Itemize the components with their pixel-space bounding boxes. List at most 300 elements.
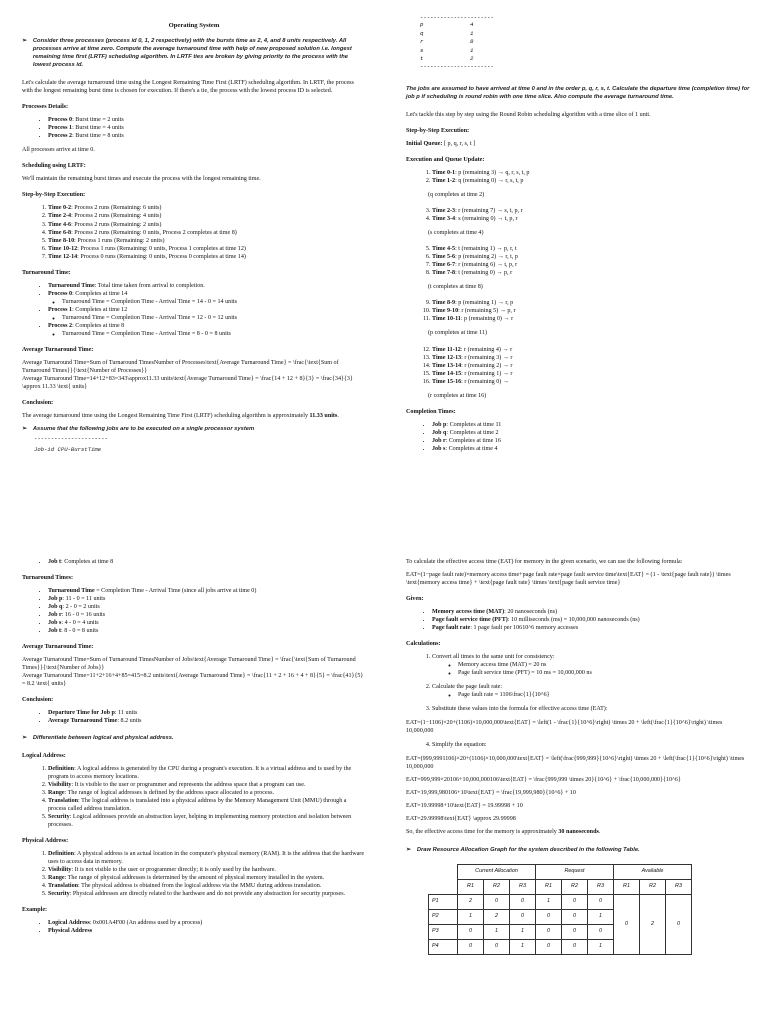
scheduling-text: We'll maintain the remaining burst times and execute the process with the longest remaining time. [22,176,261,183]
item-text: : r (remaining 6) → t, p, r [455,262,518,269]
request-cell: 1 [536,894,562,909]
execution-steps-list [22,204,366,260]
item-label: Range [48,875,65,882]
item-text: : r (remaining 1) → r [461,370,513,377]
item-label: Translation [48,797,79,804]
list-item [48,619,366,627]
formula-line: Average Turnaround Time=Sum of Turnaround TimesNumber of Jobs\text{Average Turnaround Time} = \frac{\text{Sum of Turnaround Times}}{\text{Number of Jobs}} [22,657,356,672]
list-item [432,362,750,370]
list-item [432,253,750,261]
request-cell: 1 [588,939,614,954]
formula-line: EAT=19,999,980106+10\text{EAT} = \frac{19,999,980}{10^6} + 10 [406,789,576,796]
scheduling-heading: Scheduling using LRTF: [22,163,86,170]
item-label: Time 0-2 [48,205,72,212]
job-id: r [420,38,424,46]
completion-note: (t completes at time 8) [428,284,483,291]
item-label: Physical Address [48,928,93,935]
item-label: Translation [48,883,79,890]
list-item: ◦ Turnaround Time = Completion Time - Arrival Time = 14 - 0 = 14 units [62,298,366,306]
item-label: Time 6-7 [432,262,456,269]
job-row [420,55,500,63]
list-item [48,919,366,927]
average-turnaround-formula [22,656,366,688]
item-label: Process 1 [48,306,73,313]
item-label: Job p [432,421,447,428]
request-cell: 0 [536,939,562,954]
item-text: : Process 0 runs (Remaining: 0 units, Process 0 completes at time 14) [77,253,246,260]
job-burst: 8 [470,38,474,46]
list-item [432,215,750,223]
item-label: Time 1-2 [432,178,456,185]
list-item [48,245,366,253]
item-label: Departure Time for Job p [48,710,115,717]
item-label: Process 1 [48,125,73,132]
page-1-column-right [406,14,750,459]
list-item [48,781,366,789]
item-label: Visibility [48,866,72,873]
eat-formula: EAT=(1−page fault rate)×memory access time+page fault rate×page fault service time\text{EAT} = (1 - \text{page fault rate}) \times \text{memory access time} + \text{page fault rate} \times \text{page fault service time} [406,572,731,587]
item-label: Job q [48,604,63,611]
list-item [432,169,750,177]
process-label: P4 [429,939,458,954]
item-text: : The logical address is translated into a physical address by the Memory Management Unit (MMU) through a process called address translation. [48,797,347,812]
jobs-header: Job-id CPU-BurstTime [34,445,102,453]
allocation-cell: 0 [458,939,484,954]
list-item [432,437,750,445]
question-address: ➢ Differentiate between logical and physical address. [22,734,174,741]
list-item [48,890,366,898]
jobs-table [406,21,750,63]
item-text: : r (remaining 2) → r [461,362,513,369]
item-label: Definition [48,765,75,772]
item-text: : p (remaining 1) → r, p [455,300,514,307]
rr-steps-heading: Step-by-Step Execution: [406,127,470,134]
item-label: Time 9-10 [432,308,459,315]
list-item: ◦ Turnaround Time = Completion Time - Arrival Time = 8 - 0 = 8 units [62,330,366,338]
item-label: Average Turnaround Time [48,718,118,725]
item-text: : Completes at time 16 [445,437,501,444]
item-label: Time 14-15 [432,370,462,377]
rr-intro: Let's tackle this step by step using the Round Robin scheduling algorithm with a time slice of 1 unit. [406,111,651,118]
step-group [406,346,750,386]
page-1-column-left [22,14,366,453]
item-text: : Burst time = 4 units [72,125,124,132]
formula-line: Average Turnaround Time=11+2+16+4+85=415=8.2 units\text{Average Turnaround Time} = \frac{11 + 2 + 16 + 4 + 8}{5} = \frac{41}{5} = 8.2 \text{ units} [22,673,364,688]
list-item [48,611,366,619]
item-text: : It is visible to the user or programmer and represents the address space that a program can use. [71,781,306,788]
allocation-cell: 0 [458,924,484,939]
eat-simplification [406,755,750,823]
job-burst: 1 [470,46,474,54]
item-text: : Process 2 runs (Remaining: 2 units) [71,221,162,228]
item-text: : Burst time = 2 units [72,117,124,124]
turnaround-times-heading: Turnaround Times: [22,575,74,582]
request-cell: 0 [536,909,562,924]
step-group [406,299,750,323]
list-item: 2. Calculate the page fault rate: ◦ Page fault rate = 1106\frac{1}{10^6} [432,683,750,699]
item-text: : 16 - 0 = 16 units [61,612,106,619]
list-item [432,624,750,632]
item-label: Time 8-9 [432,300,456,307]
available-cell: 2 [640,894,666,954]
item-text: : 1 page fault per 10610^6 memory accesses [470,625,579,632]
list-item [48,813,366,829]
list-item [432,307,750,315]
page-2-column-left [22,558,366,941]
item-text: : Process 2 runs (Remaining: 4 units) [71,213,162,220]
list-item: ◦ Memory access time (MAT) = 20 ns [458,661,750,669]
item-label: Process 0 [48,117,73,124]
example-list [22,919,366,935]
item-text: : The range of physical addresses is determined by the amount of physical memory installed in the system. [64,875,325,882]
given-heading: Given: [406,596,424,603]
execution-heading: Step-by-Step Execution: [22,192,86,199]
item-text: : Completes at time 11 [446,421,502,428]
list-item [432,445,750,453]
list-item [48,882,366,890]
item-text: : t (remaining 1) → p, r, t [455,246,517,253]
completion-note: (r completes at time 16) [428,392,487,399]
list-item: • Job t: Completes at time 8 [48,558,366,566]
item-text: : p (remaining 2) → r, t, p [455,254,518,261]
item-text: : Completes at time 12 [72,306,128,313]
item-label: Job t [48,628,62,635]
request-cell: 0 [562,924,588,939]
item-text: : A logical address is generated by the CPU during a program's execution. It is a virtual address and is used by the program to access memory locations. [48,765,352,780]
arrow-bullet-icon: ➢ [406,846,411,853]
item-label: Job p [48,596,63,603]
item-label: Logical Address [48,920,90,927]
allocation-cell: 2 [458,894,484,909]
job-burst: 2 [470,54,474,62]
table-header-groups [429,864,692,879]
list-item [48,253,366,261]
list-item [48,603,366,611]
blank-cell [429,864,458,879]
average-turnaround-formula [22,359,366,391]
turnaround-times-list [22,587,366,635]
list-item [48,124,366,132]
list-item [48,116,366,124]
item-text: : It is not visible to the user or programmer directly; it is only used by the hardware. [71,866,276,873]
column-header: R3 [666,879,692,894]
sub-list [48,330,366,338]
eat-intro: To calculate the effective access time (EAT) for memory in the given scenario, we can use the following formula: [406,559,683,565]
item-text: : 2 - 0 = 2 units [62,604,100,611]
item-label: Process 0 [48,290,73,297]
allocation-cell: 1 [484,924,510,939]
list-item [432,616,750,624]
allocation-cell: 1 [510,939,536,954]
completion-list [406,421,750,453]
average-turnaround-heading: Average Turnaround Time: [22,644,94,651]
column-header: R1 [458,879,484,894]
process-details-heading: Processes Details: [22,104,69,111]
allocation-cell: 0 [484,939,510,954]
request-cell: 0 [562,894,588,909]
step-group [406,245,750,277]
column-header: R1 [536,879,562,894]
process-label: P3 [429,924,458,939]
sub-list [432,661,750,677]
item-label: Time 15-16 [432,378,462,385]
item-text: : Completes at time 4 [445,445,498,452]
item-label: Job s [432,445,446,452]
list-item: ◦ Turnaround Time = Completion Time - Arrival Time = 12 - 0 = 12 units [62,314,366,322]
item-label: Page fault service time (PFT) [432,617,508,624]
list-item: • Turnaround Time: Total time taken from arrival to completion. [48,282,366,290]
item-label: Process 2 [48,322,73,329]
question-round-robin: ➢ Assume that the following jobs are to be executed on a single processor system [22,426,255,433]
calculations-heading: Calculations: [406,641,441,648]
list-item [432,315,750,323]
item-text: : 11 units [114,710,138,717]
arrow-bullet-icon: ➢ [22,734,27,741]
simplify-step [406,741,750,749]
item-text: : s (remaining 0) → t, p, r [455,216,518,223]
table-row [429,894,692,909]
item-label: Memory access time (MAT) [432,609,505,616]
item-label: Time 7-8 [432,270,456,277]
conclusion-heading: Conclusion: [22,400,54,407]
item-text: : Burst time = 8 units [72,133,124,140]
item-label: Time 2-3 [432,208,456,215]
allocation-cell: 2 [484,909,510,924]
list-item [48,212,366,220]
blank-cell [429,879,458,894]
item-text: : 8.2 units [117,718,142,725]
item-label: Time 13-14 [432,362,462,369]
lrtf-intro: Let's calculate the average turnaround time using the Longest Remaining Time First (LRTF) scheduling algorithm. In LRTF, the process with the longest remaining burst time is chosen for execution. If there's a tie, the process with the lowest process ID is selected. [22,80,354,95]
list-item [432,177,750,185]
step-group [406,169,750,185]
execution-queue-heading: Execution and Queue Update: [406,157,485,164]
conclusion-text: The average turnaround time using the Longest Remaining Time First (LRTF) scheduling algorithm is approximately 11.33 units. [22,413,339,420]
jobs-dashes-top: ---------------------- [420,14,494,21]
list-item [48,866,366,874]
item-text: : Completes at time 8 [72,322,125,329]
item-label: Definition [48,850,75,857]
item-label: Time 4-5 [432,246,456,253]
eat-substituted: EAT=(1−1106)×20+(1106)×10,000,000\text{EAT} = \left(1 - \frac{1}{10^6}\right) \times 20 + \left(\frac{1}{10^6}\right) \times 10,000,000 [406,720,723,735]
job-burst: 1 [470,29,474,37]
item-text: : The physical address is obtained from the logical address via the MMU during address translation. [78,883,322,890]
completion-heading: Completion Times: [406,408,456,415]
list-item: ◦ Page fault rate = 1106\frac{1}{10^6} [458,691,750,699]
page-2-column-right [406,558,750,955]
list-item [48,709,366,717]
item-text: : Physical addresses are directly related to the hardware and do not provide any abstraction for security purposes. [69,891,346,898]
available-cell: 0 [614,894,640,954]
item-text: : Logical addresses provide an abstraction layer, helping in implementing memory protection and isolation between processes. [48,813,352,828]
example-heading: Example: [22,907,48,914]
item-text: : The range of logical addresses is defined by the address space allocated to a process. [64,789,274,796]
logical-address-heading: Logical Address: [22,752,66,759]
item-label: Time 12-14 [48,253,78,260]
job-burst: 4 [470,21,474,29]
process-details-list [22,116,366,140]
list-item [432,207,750,215]
formula-line: EAT=999,999×20106+10,000,000106\text{EAT} = \frac{999,999 \times 20}{10^6} + \frac{10,000,000}{10^6} [406,776,681,783]
document-title: Operating System [168,22,220,29]
allocation-cell: 1 [510,924,536,939]
list-item [432,269,750,277]
resource-allocation-table [428,864,692,955]
arrow-bullet-icon: ➢ [22,37,27,44]
item-text: : Process 2 runs (Remaining: 0 units, Process 2 completes at time 8) [71,229,237,236]
item-text: : Process 2 runs (Remaining: 6 units) [71,205,162,212]
item-label: Range [48,789,65,796]
item-text: : 8 - 0 = 8 units [61,628,99,635]
given-list [406,608,750,632]
sub-list [48,298,366,306]
item-text: : r (remaining 5) → p, r [458,308,516,315]
item-label: Time 4-6 [48,221,72,228]
eat-conclusion: So, the effective access time for the memory is approximately 30 nanoseconds. [406,828,601,835]
column-header: R2 [562,879,588,894]
job-row [420,38,500,46]
item-label: Job q [432,429,447,436]
initial-queue: Initial Queue: [ p, q, r, s, t ] [406,140,476,147]
item-label: Security [48,891,70,898]
arrival-text: All processes arrive at time 0. [22,147,95,154]
list-item [48,322,366,338]
job-row [420,47,500,55]
list-item [48,797,366,813]
item-text: : p (remaining 3) → q, r, s, t, p [455,170,530,177]
list-item [432,378,750,386]
available-cell: 0 [666,894,692,954]
item-text: : Process 1 runs (Remaining: 0 units, Process 1 completes at time 12) [77,245,246,252]
turnaround-heading: Turnaround Time: [22,269,71,276]
question-rag: ➢ Draw Resource Allocation Graph for the system described in the following Table. [406,846,640,853]
completion-note: (q completes at time 2) [428,192,485,199]
item-text: : 11 - 0 = 11 units [62,596,106,603]
group-header: Available [614,864,692,879]
process-label: P2 [429,909,458,924]
item-label: Job s [48,620,62,627]
conclusion-heading: Conclusion: [22,697,54,704]
jobs-dashes-bottom: ---------------------- [420,63,494,71]
request-cell: 0 [536,924,562,939]
group-header: Request [536,864,614,879]
step-group [406,207,750,223]
item-text: : 20 nanoseconds (ns) [504,609,558,616]
list-item [48,204,366,212]
formula-line: Average Turnaround Time=14+12+83=343\approx11.33 units\text{Average Turnaround Time} = \frac{14 + 12 + 8}{3} = \frac{34}{3} \approx 11.33 \text{ units} [22,376,353,391]
item-label: Process 2 [48,133,73,140]
job-id: s [420,46,424,54]
item-label: Time 3-4 [432,216,456,223]
job-id: t [420,54,424,62]
physical-address-heading: Physical Address: [22,837,69,844]
list-item [432,608,750,616]
list-item [48,290,366,306]
item-label: Visibility [48,781,72,788]
column-header: R2 [484,879,510,894]
item-text: : A physical address is an actual location in the computer's physical memory (RAM). It is the address that the hardware uses to access data in memory. [48,850,365,865]
list-item: 1. Convert all times to the same unit for consistency: ◦ Memory access time (MAT) = 20 ns ◦ Page fault service time (PFT) = 10 ms = 10,000,000 ns [432,653,750,677]
item-text: : 0x001A4F00 (An address used by a process) [89,920,203,927]
conclusion-list [22,709,366,725]
request-cell: 0 [588,894,614,909]
allocation-cell: 0 [484,894,510,909]
column-header: R3 [588,879,614,894]
item-text: : r (remaining 7) → s, t, p, r [455,208,523,215]
request-cell: 0 [562,939,588,954]
request-cell: 1 [588,909,614,924]
calculation-steps [406,653,750,713]
completion-note: (p completes at time 11) [428,330,488,337]
list-item [432,346,750,354]
item-text: : t (remaining 0) → p, r [455,270,513,277]
request-cell: 0 [562,909,588,924]
item-label: Time 6-8 [48,229,72,236]
column-header: R1 [614,879,640,894]
list-item [432,261,750,269]
list-item [432,429,750,437]
list-item [432,299,750,307]
list-item [48,789,366,797]
column-header: R2 [640,879,666,894]
item-label: Time 0-1 [432,170,456,177]
formula-line: EAT=(999,9991106)×20+(1106)×10,000,000\text{EAT} = \left(\frac{999,999}{10^6}\right) \times 20 + \left(\frac{1}{10^6}\right) \times 10,000,000 [406,755,745,770]
list-item [48,765,366,781]
formula-line: Average Turnaround Time=Sum of Turnaround TimesNumber of Processes\text{Average Turnaround Time} = \frac{\text{Sum of Turnaround Times}}{\text{Number of Processes}} [22,359,339,374]
physical-address-list [22,850,366,898]
arrow-bullet-icon: ➢ [22,426,27,433]
item-text: : r (remaining 4) → r [460,346,513,353]
item-label: Security [48,813,70,820]
list-item: 3. Substitute these values into the formula for effective access time (EAT): [432,705,750,713]
allocation-cell: 1 [458,909,484,924]
list-item [432,421,750,429]
list-item [48,306,366,322]
list-item [48,717,366,725]
item-label: Page fault rate [432,625,471,632]
formula-line: EAT=29.99998\text{EAT} \approx 29.99998 [406,815,516,822]
allocation-cell: 0 [510,894,536,909]
list-item [48,850,366,866]
item-label: Time 5-6 [432,254,456,261]
logical-address-list [22,765,366,829]
sub-list [432,691,750,699]
job-row [420,21,500,29]
item-text: : 10 milliseconds (ms) = 10,000,000 nanoseconds (ns) [507,617,640,624]
item-text: : r (remaining 3) → r [461,354,513,361]
completion-note: (s completes at time 4) [428,230,484,237]
job-row [420,30,500,38]
item-label: Job r [48,612,62,619]
allocation-cell: 0 [510,909,536,924]
list-item [48,237,366,245]
item-label: Time 11-12 [432,346,461,353]
item-text: : p (remaining 0) → r [460,316,514,323]
list-item [432,370,750,378]
table-header-cols [429,879,692,894]
item-text: : Process 1 runs (Remaining: 2 units) [74,237,165,244]
list-item [432,354,750,362]
rr-execution-groups [406,169,750,400]
list-item [48,595,366,603]
job-t-list [22,558,366,566]
item-text: : q (remaining 0) → r, s, t, p [455,178,524,185]
list-item [48,221,366,229]
jobs-dashes: ---------------------- [34,435,108,443]
sub-list [48,314,366,322]
item-text: : Completes at time 2 [446,429,499,436]
list-item [48,132,366,140]
